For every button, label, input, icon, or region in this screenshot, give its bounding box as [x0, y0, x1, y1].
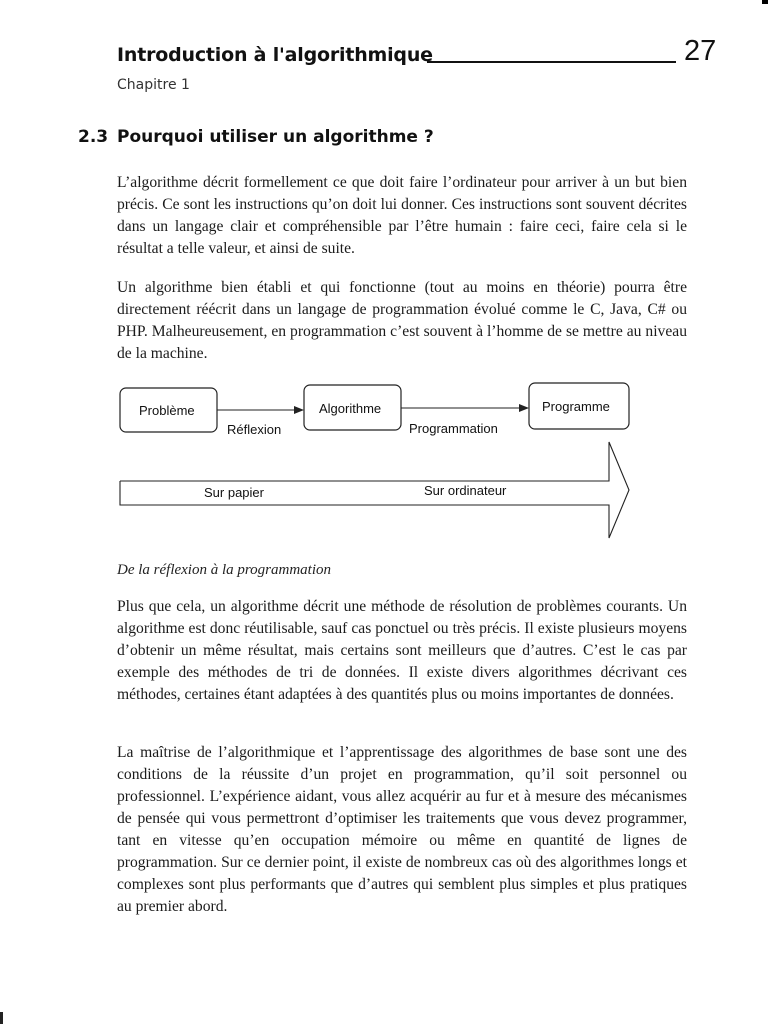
paragraph: Plus que cela, un algorithme décrit une méthode de résolution de problèmes courants. Un algorithme est donc réutilisable, sauf cas ponctuel ou très précis. Il existe plusieurs moyens d’obtenir un même résultat, mais certains sont meilleurs que d’autres. C’est le cas par exemple des méthodes de tri de données. Il existe divers algorithmes décrivant ces méthodes, certaines étant adaptées à des quantités plus ou moins importantes de données. [117, 598, 687, 703]
timeline-arrow [120, 442, 629, 538]
section-title: Pourquoi utiliser un algorithme ? [117, 127, 434, 147]
arrow-head-2 [519, 404, 529, 412]
scan-corner-mark [762, 0, 768, 4]
paragraph: L’algorithme décrit formellement ce que doit faire l’ordinateur pour arriver à un but bien précis. Ce sont les instructions qu’on doit lui donner. Ces instructions sont souvent décrites dans un langage clair et compréhensible par l’être humain : faire ceci, faire cela si le résultat a telle valeur, et ainsi de suite. [117, 174, 687, 257]
box-label-algorithme: Algorithme [319, 401, 382, 416]
chapter-label: Chapitre 1 [117, 77, 190, 93]
paragraph: Un algorithme bien établi et qui fonctionne (tout au moins en théorie) pourra être directement réécrit dans un langage de programmation évolué comme le C, Java, C# ou PHP. Malheureusement, en programmation c’est souvent à l’homme de se mettre au niveau de la machine. [117, 279, 687, 362]
transition-label-programmation: Programmation [409, 421, 498, 436]
diagram-caption: De la réflexion à la programmation [117, 562, 332, 578]
workflow-diagram [112, 380, 637, 542]
paragraph: La maîtrise de l’algorithmique et l’apprentissage des algorithmes de base sont une des conditions de la réussite d’un projet en programmation, qu’il soit personnel ou professionnel. L’expérience aidant, vous allez acquérir au fur et à mesure des mécanismes de pensée qui vous permettront d’optimiser les traitements que vous devez programmer, tant en vitesse qu’en occupation mémoire ou même en quantité de lignes de programmation. Sur ce dernier point, il existe de nombreux cas où des algorithmes longs et complexes sont plus performants que d’autres qui semblent plus simples et plus pratiques au premier abord. [117, 744, 687, 915]
arrow-head-1 [294, 406, 304, 414]
box-label-probleme: Problème [139, 403, 195, 418]
timeline-label-computer: Sur ordinateur [424, 483, 507, 498]
running-header-title: Introduction à l'algorithmique [117, 44, 433, 66]
timeline-label-paper: Sur papier [204, 485, 264, 500]
transition-label-reflexion: Réflexion [227, 422, 282, 437]
page-number: 27 [684, 35, 717, 67]
scan-edge-mark [0, 1012, 3, 1024]
header-rule [427, 61, 676, 63]
box-label-programme: Programme [542, 399, 610, 414]
section-heading [78, 127, 434, 147]
section-number: 2.3 [78, 127, 109, 147]
